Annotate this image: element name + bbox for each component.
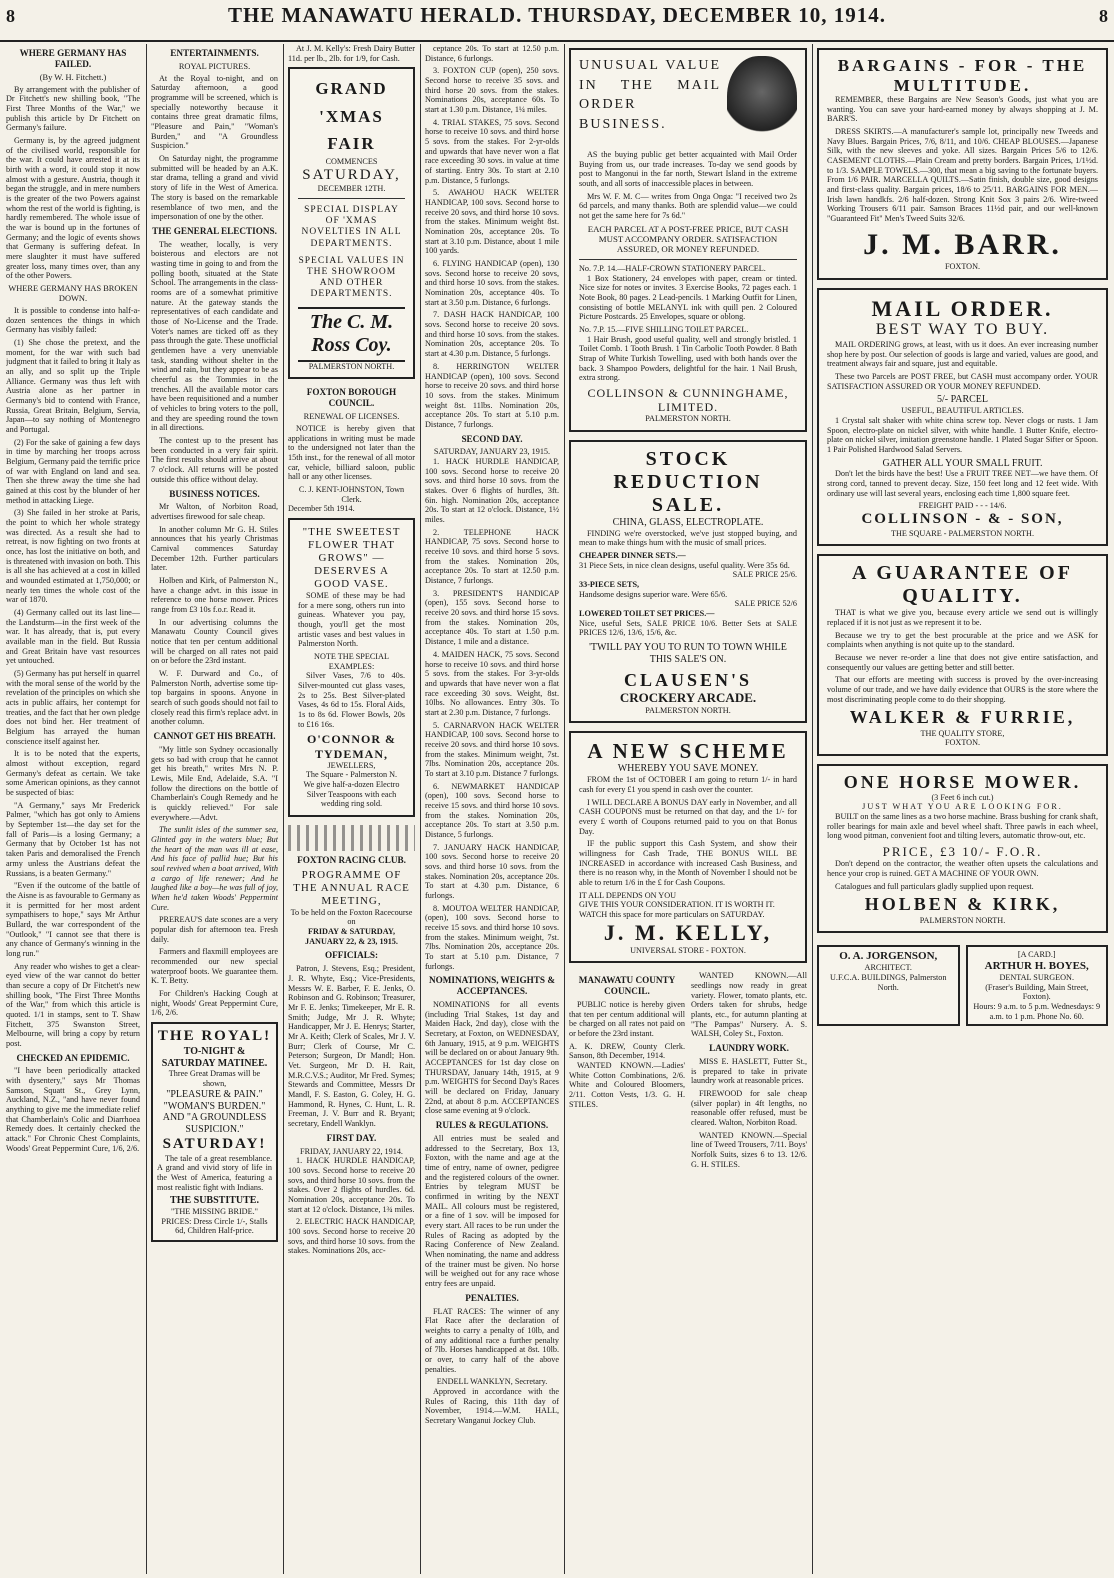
race-entry: 5. CARNARVON HACK WELTER HANDICAP, 100 sovs. Second horse to receive 20 sovs. and third horse 10 sovs. from the stakes. Minimum weight, 7st. 7lbs. Nomination 20s, acceptance 20s. To start at 3.10 p.m. Distance 7 furlongs.	[425, 720, 559, 778]
quality-title: A GUARANTEE OF QUALITY.	[852, 562, 1073, 608]
prices: PRICES: Dress Circle 1/-, Stalls 6d, Children Half-price.	[161, 1216, 268, 1236]
barr-address: FOXTON.	[944, 262, 981, 272]
dinner-sale: SALE PRICE 25/6.	[732, 570, 797, 580]
mower-text: BUILT on the same lines as a two horse machine. Brass bushing for crank shaft, roller bearings for main axle and bevel wheel shaft. Three pawls in each wheel, long wood pitman, convenient foot and tilting levers, automatic throw-out, etc.	[827, 812, 1098, 841]
article-paragraph: (4) Germany called out its last line—the Landsturm—in the first week of the war. It has already, that is, put every available man in the field. But Russia and Great Britain have vast resources yet untouched.	[6, 608, 140, 666]
freight: FREIGHT PAID - - - 14/6.	[918, 501, 1007, 511]
mail-order-title: MAIL ORDER.	[871, 295, 1054, 321]
wanted-notice: WANTED KNOWN.—Ladies' White Cotton Combinations, 2/6. White and Coloured Bloomers, 2/11. Cotton Vests, 1/3. G. H. STILES.	[569, 1061, 685, 1109]
race-entry: 2. TELEPHONE HACK HANDICAP, 75 sovs. Second horse to receive 10 sovs. and third horse 5 sovs. from the stakes. Nomination 20s, acceptance 20s. To start at 12.50 p.m. Distance, 7 furlongs.	[425, 527, 559, 586]
bargains-items: DRESS SKIRTS.—A manufacturer's sample lot, principally new Tweeds and Navy Blues. Bargain Prices, 7/6, 8/11, and 10/6. CHEAP BLOUSES.—Japanese Silk, with the new sleeves and yoke. All sizes. Bargain Prices 5/6 to 12/6. CASEMENT CLOTHS.—Plain Cream and pretty borders. Bargain Prices, 1/1½d. to 1/3. SAMPLE TOWELS.—300, that mean a big saving to the fortunate buyers. From 1/6 PAIR. MARCELLA QUILTS.—Satin finish, double size, good designs and first-class quality. Bargain prices, 18/6 to 25/11. BARGAINS FOR MEN.—Irish lawn handkfs. 2/6 half-dozen. Strong Knit Sox 3 pairs 2/6. Wire-tweed Working Trousers 6/11 pair. Samson Braces 11½d pair, and our well-known "Guaranteed Fit" Men's Tweed Suits 32/6.	[827, 127, 1098, 224]
vase-note: NOTE THE SPECIAL EXAMPLES:	[314, 651, 389, 671]
scheme-watch: WATCH this space for more particulars on SATURDAY.	[579, 910, 765, 920]
section-subtitle: ROYAL PICTURES.	[178, 61, 251, 71]
scheme-text: I WILL DECLARE A BONUS DAY early in November, and all CASH COUPONS must be returned on that day, and the 1/- for every £ worth of Coupons returned paid to you on that Bonus Day.	[579, 797, 797, 836]
film-title: "THE MISSING BRIDE."	[171, 1207, 258, 1217]
poem: The sunlit isles of the summer sea, Glinted gay in the waters blue; But the heart of the man was ill at ease, And his face of pallid hue; But his soul revived when a boat arrived, With a cargo of life renewer; And he laughed like a boy—he was full of joy, When he'd taken Woods' Peppermint Cure.	[151, 825, 278, 912]
officials-title: OFFICIALS:	[324, 950, 379, 961]
scheme-text: FROM the 1st of OCTOBER I am going to return 1/- in hard cash for every £1 you spend in cash over the counter.	[579, 775, 797, 794]
article-paragraph: (1) She chose the pretext, and the moment, for the war with such bad judgment that it failed to bring it Italy as an ally, and so split up the Triple Alliance. Germany was thus left with Austria alone as her partner in Germany's bid to contend with France, Russia, Great Britain, Belgium, Servia, Japan—to say nothing of Montenegro and Portugal.	[6, 337, 140, 434]
collinson-son-name: COLLINSON - & - SON,	[861, 511, 1064, 528]
mail-bold: EACH PARCEL AT A POST-FREE PRICE, BUT CASH MUST ACCOMPANY ORDER. SATISFACTION ASSURED, OR MONEY REFUNDED.	[587, 223, 789, 255]
first-day-title: FIRST DAY.	[326, 1132, 377, 1143]
mower-tagline: JUST WHAT YOU ARE LOOKING FOR.	[862, 802, 1063, 812]
article-paragraph: Germany is, by the agreed judgment of the civilised world, responsible for the war. It could have arrested it at its birth with a word, it could stop it now almost with a gesture. Austria, though it began the struggle, and in mere numbers is the greater of the two Powers against whom the rest of the world is fighting, is hardly remembered. The whole issue of the war is bound up in the fortunes of Germany; and the logic of events shows that Germany is suffering defeat. In mere slaughter it must have suffered greater loss, many times over, than any of the other Powers.	[6, 135, 140, 281]
county-text: PUBLIC notice is hereby given that ten per centum additional will be charged on all rates not paid on or before the 23rd instant.	[569, 1000, 685, 1039]
fair-date: DECEMBER 12TH.	[317, 184, 386, 194]
mail-order-text: These two Parcels are POST FREE, but CASH must accompany order. YOUR SATISFACTION ASSURED OR YOUR MONEY REFUNDED.	[827, 372, 1098, 391]
article-paragraph: "Even if the outcome of the battle of the Aisne is as favourable to Germany as it is permitted for her most ardent sympathisers to hope," says Mr Arthur Bullard, the war correspondent of the "Outlook," "I cannot see that there is any chance of Germany's winning in the long run."	[6, 881, 140, 958]
section-title: BUSINESS NOTICES.	[169, 488, 260, 499]
article-paragraph: Any reader who wishes to get a clear-eyed view of the war cannot do better than secure a copy of Dr Fitchett's new shilling book, "The First Three Months of the War," from which this article is quoted. 1/1 in stamps, sent to T. Shaw Fitchett, 375 Swanston Street, Melbourne, will bring a copy by return post.	[6, 961, 140, 1048]
jorgenson-address: U.F.C.A. BUILDINGS, Palmerston North.	[830, 972, 947, 992]
walker-furrie-name: WALKER & FURRIE,	[849, 707, 1076, 728]
vase-title: "THE SWEETEST FLOWER THAT GROWS" — DESERVES A GOOD VASE.	[302, 526, 401, 590]
race-entry: 4. MAIDEN HACK, 75 sovs. Second horse to receive 10 sovs. and third horse 5 sovs. from the stakes. For 3-yr-olds and upwards that have never won a flat race exceeding 30 sovs. Weight, 8st. 10lbs. No allowances. Entry 30s. To start at 2.30 p.m. Distance, 7 furlongs.	[425, 649, 559, 717]
saturday-text: The tale of a great resemblance. A grand and vivid story of life in the West of America, featuring a most realistic fight with Indians.	[157, 1153, 272, 1192]
kelly-address: UNIVERSAL STORE - FOXTON.	[630, 945, 746, 955]
penalties-signature: ENDELL WANKLYN, Secretary.	[436, 1377, 548, 1387]
laundry-title: LAUNDRY WORK.	[709, 1043, 789, 1054]
news-paragraph: In our advertising columns the Manawatu County Council gives notice that ten per centum additional will be charged on all rates not paid on or before the 23rd instant.	[151, 617, 278, 666]
quality-text: Because we never re-order a line that does not give entire satisfaction, and consequently our values are getting better and still better.	[827, 653, 1098, 672]
stock-text: FINDING we're overstocked, we've just stopped buying, and mean to make things hum with the music of small prices.	[579, 528, 797, 548]
gather-title: GATHER ALL YOUR SMALL FRUIT.	[882, 457, 1043, 469]
clausen-name: CLAUSEN'S	[623, 669, 753, 690]
racing-dates: FRIDAY & SATURDAY, JANUARY 22, & 23, 1915.	[305, 927, 398, 946]
walker-furrie-address: FOXTON.	[944, 738, 981, 748]
race-entry: 6. FLYING HANDICAP (open), 130 sovs. Second horse to receive 20 sovs, and third horse 10 sovs. from the stakes. Nomination 20s, acceptance 40s. To start at 3.50 p.m. Distance, 6 furlongs.	[425, 259, 559, 307]
vase-text: SOME of these may be had for a mere song, others run into guineas. Whatever you pay, though, you'll get the most artistic vases and best values in Palmerston North.	[298, 590, 405, 649]
newspaper-title: THE MANAWATU HERALD. THURSDAY, DECEMBER 10, 1914.	[227, 3, 887, 27]
article-paragraph: It is to be noted that the experts, almost without exception, regard Germany's defeat as certain. We take some American opinions, as they cannot be suspected of bias:	[6, 749, 140, 798]
collinson-name: COLLINSON & CUNNINGHAME, LIMITED.	[587, 385, 789, 415]
racing-held: To be held on the Foxton Racecourse on	[290, 907, 413, 927]
section-title: CANNOT GET HIS BREATH.	[153, 731, 276, 742]
holben-kirk-name: HOLBEN & KIRK,	[864, 894, 1061, 915]
column-rule	[420, 44, 421, 1574]
news-paragraph: The weather, locally, is very boisterous and electors are not wasting time in going to and from the polling booth, situated at the State School. The arrangements in the class-rooms are of a somewhat primitive nature. At the gateway stands the representatives of each candidate and those of No-License and the Trade. Voter's names are ticked off as they pass through the gate. These unofficial gentlemen have a very unenviable task, standing without shelter in the wind and rain, but they appear to be as cheerful as the Tommies in the trenches. All the available motor cars have been requisitioned and a number of vehicles to bring voters to the poll, and they are speeding round the town in all directions.	[151, 239, 278, 433]
classified-row	[569, 971, 807, 1172]
bargains-ad	[817, 48, 1108, 280]
race-entry: 1. HACK HURDLE HANDICAP, 100 sovs. Second horse to receive 20 sovs. and third horse 10 sovs. from the stakes. Over 6 flights of hurdles, 3ft. 6in. high. Nomination 20s, acceptance 20s. To start at 12 o'clock. Distance, 1½ miles.	[425, 457, 559, 525]
scheme-depends: IT ALL DEPENDS ON YOU	[579, 890, 677, 900]
xmas-fair-ad	[288, 67, 415, 379]
scheme-subtitle: WHEREBY YOU SAVE MONEY.	[617, 763, 759, 775]
column-rule	[283, 44, 284, 1574]
news-paragraph: The contest up to the present has been conducted in a very fair spirit. The first results should arrive at about 7 o'clock. All returns will be posted outside this office without delay.	[151, 436, 278, 484]
piece-title: 33-PIECE SETS,	[579, 580, 640, 590]
county-title: MANAWATU COUNTY COUNCIL.	[578, 975, 676, 997]
notice: At J. M. Kelly's: Fresh Dairy Butter 11d. per lb., 2lb. for 1/9, for Cash.	[288, 44, 415, 63]
mail-quote: Mrs W. F. M. C— writes from Onga Onga: "I received two 2s 6d parcels, and many thanks. Both are splendid value—we could not get the same here for 7s 6d."	[579, 191, 797, 221]
fair-values: SPECIAL VALUES IN THE SHOWROOM AND OTHER DEPARTMENTS.	[298, 255, 405, 300]
gather-text: Don't let the birds have the best! Use a FRUIT TREE NET—we have them. Of strong cord, tanned to prevent decay. Size, 150 feet long and 12 feet wide. With ordinary use will last several years, enclosing each time 1,800 square feet.	[827, 469, 1098, 498]
collinson-address: PALMERSTON NORTH.	[645, 414, 731, 424]
page-number-left: 8	[6, 6, 15, 26]
news-paragraph: Mr Walton, of Norbiton Road, advertises firewood for sale cheap.	[151, 502, 278, 522]
news-paragraph: Farmers and flaxmill employees are recommended our new special waterproof boots. We guarantee them. K. T. Betty.	[151, 947, 278, 986]
race-entry: ceptance 20s. To start at 12.50 p.m. Distance, 6 furlongs.	[425, 44, 559, 63]
race-entry: 3. FOXTON CUP (open), 250 sovs. Second horse to receive 35 sovs. and third horse 20 sovs. from the stakes. Nominations 20s, acceptance 60s. To start at 1.30 p.m. Distance, 1¼ miles.	[425, 66, 559, 115]
ad-text: "I have been periodically attacked with dysentery," says Mr Thomas Samson, Squatt St., Grey Lynn, Auckland, N.Z., "and have never found anything to give me the immediate relief that Chamberlain's Colic and Diarrhoea Remedy does. It certainly checked the attack." For Chronic Chest Complaints, Woods' Great Peppermint Cure, 1/6, 2/6.	[6, 1066, 140, 1153]
news-paragraph: W. F. Durward and Co., of Palmerston North, advertise some tip-top bargains in spoons. Anyone in search of such goods should not fail to closely read this firm's replace advt. in another column.	[151, 669, 278, 727]
mower-text: Don't depend on the contractor, the weather often upsets the calculations and hence your crop is ruined. GET A MACHINE OF YOUR OWN.	[827, 859, 1098, 879]
fair-title: GRAND 'XMAS FAIR	[315, 79, 388, 153]
race-entry: 2. ELECTRIC HACK HANDICAP, 100 sovs. Second horse to receive 20 sovs, and third horse 10 sovs. from the stakes. Nominations 20s, acc-	[288, 1217, 415, 1256]
news-paragraph: On Saturday night, the programme submitted will be headed by an A.K. star drama, telling a grand and vivid story of life in the West of America. The story is based on the remarkable resemblance of two men, and the impersonation of one by the other.	[151, 154, 278, 222]
wanted-notice: WANTED KNOWN.—All seedlings now ready in great variety. Flower, tomato plants, etc. Orders taken for shrubs, hedge plants, etc., for autumn planting at "The Pampas" Nursery. A. S. WALSH, Coley St., Foxton.	[691, 971, 807, 1039]
ross-address: PALMERSTON NORTH.	[308, 361, 395, 371]
scheme-give: GIVE THIS YOUR CONSIDERATION. IT IS WORTH IT.	[579, 900, 775, 910]
second-day-date: SATURDAY, JANUARY 23, 1915.	[433, 447, 551, 457]
mower-price: PRICE, £3 10/- F.O.R.	[882, 844, 1043, 860]
article-paragraph: (3) She failed in her stroke at Paris, the point to which her whole strategy was directed. As a result she had to retreat, is now fighting on two fronts at once, has lost the initiative on both, and is threatened with invasion on both. This is all she has achieved at a cost in killed and wounded estimated at 1,750,000; or nearly ten times the whole cost of the war of 1870.	[6, 508, 140, 605]
column-2	[151, 44, 278, 1574]
boyes-title: DENTAL SURGEON.	[999, 972, 1075, 982]
jorgenson-card	[817, 945, 960, 1026]
mail-order-subtitle: BEST WAY TO BUY.	[875, 321, 1050, 339]
race-entry: 7. JANUARY HACK HANDICAP, 100 sovs. Second horse to receive 20 sovs. and third horse 10 sovs. from the stakes. Nomination 20s, acceptance 20s. To start at 4.30 p.m. Distance, 6 furlongs.	[425, 842, 559, 900]
film-title: THE SUBSTITUTE.	[170, 1195, 259, 1207]
parcel-items: 1 Box Stationery, 24 envelopes with paper, cream or tinted. Nice size for notes or invites. 3 Exercise Books, 72 pages each. 1 Note Book, 80 pages. 2 Lead-pencils. 1 Marking Outfit for Linen, consisting of bottle MELANYL ink with quill pen. 2 Coloured Picture Postcards. 25 Envelopes, square or oblong.	[579, 273, 797, 322]
section-title: THE GENERAL ELECTIONS.	[152, 225, 277, 236]
racing-title: FOXTON RACING CLUB.	[297, 855, 406, 866]
quality-text: That our efforts are meeting with success is proved by the over-increasing volume of our trade, and we have daily evidence that OURS is the store where the most discriminating people come to do their shopping.	[827, 675, 1098, 704]
piece-text: Handsome designs superior ware. Were 65/6.	[579, 589, 728, 599]
column-1	[6, 44, 140, 1574]
column-5	[569, 44, 807, 1574]
race-entry: 3. PRESIDENT'S HANDICAP (open), 155 sovs. Second horse to receive 20 sovs. and third horse 15 sovs. from the stakes. Nomination 20s, acceptance 40s. To start at 1.50 p.m. Distance, 1 mile and a distance.	[425, 588, 559, 647]
news-paragraph: In another column Mr G. H. Stiles announces that his yearly Christmas Carnival commences Saturday December 12th. Further particulars later.	[151, 524, 278, 573]
laundry-text: MISS E. HASLETT, Futter St., is prepared to take in private laundry work at reasonable prices.	[691, 1056, 807, 1086]
royal-films: "PLEASURE & PAIN." "WOMAN'S BURDEN." AND "A GROUNDLESS SUSPICION."	[162, 1088, 267, 1136]
racehorse-illustration	[288, 825, 415, 851]
article-byline: (By W. H. Fitchett.)	[39, 72, 107, 82]
quality-ad	[817, 554, 1108, 756]
barr-name: J. M. BARR.	[863, 227, 1062, 261]
stock-title-2: REDUCTION SALE.	[613, 470, 763, 516]
new-scheme-ad	[569, 731, 807, 963]
boyes-address: (Fraser's Building, Main Street, Foxton).	[985, 982, 1089, 1002]
column-6	[817, 44, 1108, 1574]
rules-text: All entries must be sealed and addressed to the Secretary, Box 13, Foxton, with the name and age at the time of entry, name of owner, pedigree and the registered colours of the owner. Entries by telegram MUST be confirmed in writing by the NEXT MAIL. All colours must be registered, or a fine of 1 sov. will be imposed for every start. All races to be run under the Rules of Racing as adopted by the Racing Conference of New Zealand. When nominating, the name and address of the trainer must be given. No horse will be weighed out for any race whose entry fees are unpaid.	[425, 1133, 559, 1289]
oconnor-address: The Square - Palmerston N.	[305, 770, 398, 780]
holben-kirk-address: PALMERSTON NORTH.	[919, 915, 1006, 925]
news-paragraph: For Children's Hacking Cough at night, Woods' Great Peppermint Cure, 1/6, 2/6.	[151, 989, 278, 1018]
article-subhead: WHERE GERMANY HAS BROKEN DOWN.	[8, 284, 138, 303]
article-title: WHERE GERMANY HAS FAILED.	[19, 48, 127, 69]
column-rule	[812, 44, 813, 1574]
bargains-title: BARGAINS - FOR - THE MULTITUDE.	[837, 56, 1088, 95]
kelly-name: J. M. KELLY,	[603, 919, 773, 945]
wanted-notice: WANTED KNOWN.—Special line of Tweed Trousers, 7/11. Boys' Norfolk Suits, sizes 6 to 13. 12/6. G. H. STILES.	[691, 1130, 807, 1169]
masthead	[0, 0, 1114, 42]
news-paragraph: PREREAU'S date scones are a very popular dish for afternoon tea. Fresh daily.	[151, 915, 278, 944]
oconnor-trade: JEWELLERS,	[327, 760, 376, 770]
fair-text: COMMENCES	[325, 156, 378, 166]
parcel-subtitle: USEFUL, BEAUTIFUL ARTICLES.	[901, 406, 1024, 416]
boyes-card	[966, 945, 1109, 1026]
fair-day: SATURDAY,	[302, 166, 401, 183]
mail-title: UNUSUAL VALUE IN THE MAIL ORDER BUSINESS.	[579, 58, 721, 132]
penalties-title: PENALTIES.	[465, 1292, 519, 1303]
card-label: [A CARD.]	[1017, 950, 1056, 960]
notice-title: FOXTON BOROUGH COUNCIL.	[306, 387, 397, 409]
article-paragraph: (5) Germany has put herself in quarrel with the moral sense of the world by the revelation of the principles on which she acts in public affairs, her contempt for treaties, and the fact that her own pledge does not bind her. Her treatment of Belgium has arrayed the human conscience itself against her.	[6, 669, 140, 746]
race-entry: 8. HERRINGTON WELTER HANDICAP (open), 100 sovs. Second horse to receive 20 sovs. and third horse 10 sovs. from the stakes. Minimum weight 8st. 11lbs. Nomination 20s, acceptance 20s. To start at 5.10 p.m. Distance, 7 furlongs.	[425, 361, 559, 429]
ross-logo: The C. M. Ross Coy.	[298, 307, 405, 362]
parcel-items: 1 Crystal salt shaker with white china screw top. Never clogs or rusts. 1 Jam Spoon, electro-plate on nickel silver, with white handle. 1 Butter Knife, electro-plate on nickel silver, imitation greenstone handle. 1 Plated Sugar Sifter or Spoon. 1 Pair Polished Hardwood Salad Servers.	[827, 415, 1098, 454]
race-entry: 6. NEWMARKET HANDICAP (open), 100 sovs. Second horse to receive 15 sovs. and third horse 10 sovs. from the stakes. Nomination 20s, acceptance 20s. To start at 3.50 p.m. Distance, 5 furlongs.	[425, 781, 559, 839]
parcel-items: 1 Hair Brush, good useful quality, well and strongly bristled. 1 Toilet Comb. 1 Tooth Brush. 1 Tin Carbolic Tooth Powder. 8 Bath Strap of White Turkish Towelling, used with both hands over the back. 3 Shampoo Powders, delightful for the hair. 1 Nail Brush, extra strong.	[579, 334, 797, 383]
clausen-arcade: CROCKERY ARCADE.	[619, 690, 757, 706]
news-paragraph: Holben and Kirk, of Palmerston N., have a change advt. in this issue in reference to one horse mower. Prices range from £3 10s f.o.r. Read it.	[151, 576, 278, 615]
scheme-title: A NEW SCHEME	[587, 739, 789, 764]
royal-ad	[151, 1022, 278, 1242]
nominations-text: NOMINATIONS for all events (including Trial Stakes, 1st day and Maiden Hack, 2nd day), close with the Secretary, at Foxton, on WEDNESDAY, 6th January, 1915, at 9 p.m. WEIGHTS will be declared on or about January 9th. ACCEPTANCES for 1st day close on THURSDAY, January 14th, 1915, at 9 p.m. WEIGHTS for Second Day's Races will be declared on Friday, January 22nd, at about 8 p.m. ACCEPTANCES close same evening at 9 o'clock.	[425, 1000, 559, 1116]
stock-reduction-ad	[569, 440, 807, 723]
mail-order-ad	[569, 48, 807, 432]
race-entry: 4. TRIAL STAKES, 75 sovs. Second horse to receive 10 sovs. and third horse 5 sovs. from the stakes. For 2-yr-olds and upwards that have never won a flat race exceeding 30 sovs. in value at time of starting. Entry 30s. To start at 2.10 p.m. Distance, 5 furlongs.	[425, 117, 559, 185]
article-paragraph: (2) For the sake of gaining a few days in time by marching her troops across Belgium, Germany paid the terrific price of war with England on land and sea. Then she threw away the time she had gained at this cost by the blunder of her method in attacking Liege.	[6, 437, 140, 505]
article-paragraph: "A Germany," says Mr Frederick Palmer, "which has got only to Amiens by September 1st—the day set for the fall of Paris—is a losing Germany; a Germany that by October 1st has not taken Paris and demoralised the French army unless the Austrians defeat the Russians, is a beaten Germany."	[6, 800, 140, 878]
race-entry: 5. AWAHOU HACK WELTER HANDICAP, 100 sovs. Second horse to receive 20 sovs, and third horse 10 sovs. from the stakes. Minimum weight 8st. Nomination 20s, acceptance 20s. To start at 3.10 p.m. Distance, about 1 mile 100 yards.	[425, 188, 559, 256]
rules-title: RULES & REGULATIONS.	[435, 1120, 549, 1131]
notice-signature: C. J. KENT-JOHNSTON, Town Clerk.	[298, 485, 405, 504]
race-entry: 8. MOUTOA WELTER HANDICAP, (open), 100 sovs. Second horse to receive 15 sovs. and third horse 10 sovs. from the stakes. Minimum weight, 7st. 7lbs. Nomination 20s, acceptance 20s. To start at 5.10 p.m. Distance, 7 furlongs.	[425, 903, 559, 971]
quality-text: Because we try to get the best procurable at the price and we ASK for complaints when anything is not quite up to the standard.	[827, 630, 1098, 650]
notice-subtitle: RENEWAL OF LICENSES.	[303, 412, 400, 422]
royal-text: Three Great Dramas will be shown,	[168, 1069, 261, 1089]
first-day-date: FRIDAY, JANUARY 22, 1914.	[300, 1146, 403, 1156]
article-paragraph: It is possible to condense into half-a-dozen sentences the things in which Germany has visibly failed:	[6, 305, 140, 335]
second-day-title: SECOND DAY.	[461, 433, 523, 444]
nominations-title: NOMINATIONS, WEIGHTS & ACCEPTANCES.	[428, 975, 555, 997]
ad-title: CHECKED AN EPIDEMIC.	[16, 1052, 130, 1063]
column-3	[288, 44, 415, 1574]
notice-date: December 5th 1914.	[288, 504, 355, 514]
jorgenson-name: O. A. JORGENSON,	[839, 950, 938, 963]
penalties-footer: Approved in accordance with the Rules of Racing, this 11th day of November, 1914.—W.M. HALL, Secretary Wanganui Jockey Club.	[425, 1386, 559, 1425]
collinson-son-address: THE SQUARE - PALMERSTON NORTH.	[890, 528, 1035, 538]
quality-text: THAT is what we give you, because every article we send out is willingly replaced if it is not just as we represent it to be.	[827, 608, 1098, 628]
page-number-right: 8	[1099, 6, 1108, 26]
parcel-title: 5/- PARCEL	[936, 394, 989, 406]
scheme-text: IF the public support this Cash System, and show their willingness for Cash Trade, THE BONUS WILL BE INCREASED in accordance with increased Cash Business, and there is no reason why, in the Month of November I should not be able to return 1/6 in the £ for Cash Coupons.	[579, 839, 797, 887]
cards-row	[817, 941, 1108, 1034]
officials-text: Patron, J. Stevens, Esq.; President, J. R. Whyte, Esq.; Vice-Presidents, Messrs W. E. Barber, F. E. Jenks, O. Robinson and G. Robinson; Treasurer, Mr F. E. Jenks; Timekeeper, Mr E. R. Smith; Judge, Mr J. R. Whyte; Handicapper, Mr J. E. Henrys; Starter, Mr A. Keith; Clerk of Scales, Mr J. V. Burr; Clerk of Course, Mr C. Peterson; Surgeon, Dr Mandl; Hon. Vet. Surgeon, Mr D. H. Rait, M.R.C.V.S.; Auditor, Mr Fred. Symes; Stewards and Committee, Messrs Dr Mandl, F. S. Easton, G. Coley, H. G. Hammond, R. Hynes, C. Hunt, L. R. Freeman, J. V. Burr and R. Bryant; secretary, Endell Wanklyn.	[288, 964, 415, 1129]
parcel-title: No. 7.P. 15.—FIVE SHILLING TOILET PARCEL.	[579, 324, 749, 334]
mower-ad	[817, 764, 1108, 933]
toilet-text: Nice, useful Sets, SALE PRICE 10/6. Better Sets at SALE PRICES 12/6, 13/6, 15/6, &c.	[579, 618, 797, 638]
vase-examples: Silver Vases, 7/6 to 40s. Silver-mounted cut glass vases, 2s to 25s. Best Silver-plated Vases, 4s 6d to 15s. Floral Aids, 1s to 8s 6d. Flower Bowls, 20s to £16 16s.	[298, 671, 405, 729]
dinner-title: CHEAPER DINNER SETS.—	[579, 551, 686, 561]
mower-text: Catalogues and full particulars gladly supplied upon request.	[835, 881, 1034, 891]
bargains-text: REMEMBER, these Bargains are New Season's Goods, just what you are wanting. You can save your hard-earned money by always shopping at J. M. BARR'S.	[827, 95, 1098, 124]
clausen-address: PALMERSTON NORTH.	[645, 705, 731, 715]
boyes-name: ARTHUR H. BOYES,	[984, 960, 1089, 973]
oconnor-text: We give half-a-dozen Electro Silver Teaspoons with each wedding ring sold.	[303, 780, 400, 809]
walker-furrie-subtitle: THE QUALITY STORE,	[920, 728, 1005, 738]
race-entry: 7. DASH HACK HANDICAP, 100 sovs. Second horse to receive 20 sovs. and third horse 10 sovs. from the stakes. Nomination 20s, acceptance 20s. To start at 4.30 p.m. Distance, 5 furlongs.	[425, 310, 559, 359]
toilet-title: LOWERED TOILET SET PRICES.—	[579, 609, 715, 619]
article-paragraph: By arrangement with the publisher of Dr Fitchett's new shilling book, "The First Three Months of the War," we publish this article by Dr Fitchett on Germany's failure.	[6, 84, 140, 133]
mail-text: AS the buying public get better acquainted with Mail Order Buying from us, our trade increases. To-day we send goods by post to Mangonui in the far north, Stewart Island in the extreme south, and all sorts of inaccessible places in between.	[579, 150, 797, 189]
mail-order-ad-2	[817, 288, 1108, 547]
royal-subtitle: TO-NIGHT & SATURDAY MATINEE.	[161, 1045, 268, 1069]
lady-portrait-illustration	[727, 56, 797, 146]
section-title: ENTERTAINMENTS.	[170, 48, 259, 58]
stock-title: STOCK	[645, 447, 731, 470]
saturday-title: SATURDAY!	[162, 1135, 267, 1152]
stock-subtitle: CHINA, GLASS, ELECTROPLATE.	[612, 516, 764, 528]
news-paragraph: At the Royal to-night, and on Saturday afternoon, a good programme will be screened, which is specially noteworthy because it contains three great dramatic films, "Pleasure and Pain," "Woman's Burden," and "A Groundless Suspicion."	[151, 73, 278, 151]
royal-title: THE ROYAL!	[157, 1028, 272, 1045]
racing-programme: PROGRAMME OF THE ANNUAL RACE MEETING,	[293, 868, 410, 907]
dinner-text: 31 Piece Sets, in nice clean designs, useful quality. Were 35s 6d.	[579, 560, 790, 570]
vase-ad	[288, 518, 415, 817]
parcel-title: No. 7.P. 14.—HALF-CROWN STATIONERY PARCEL.	[579, 263, 766, 273]
mail-order-text: MAIL ORDERING grows, at least, with us it does. An ever increasing number shop here by post. Our selection of goods is large and varied, values are good, and treatment always fair and square, just and equitable.	[827, 340, 1098, 369]
notice-text: NOTICE is hereby given that applications in writing must be made to the undersigned not later than the 15th inst., for the renewal of all motor car, vehicle, billiard saloon, public hall or any other licenses.	[288, 424, 415, 482]
mower-subtitle: (3 Feet 6 inch cut.)	[931, 792, 994, 802]
race-entry: 1. HACK HURDLE HANDICAP, 100 sovs. Second horse to receive 20 sovs, and third horse 10 sovs. from the stakes. Over 2 flights of hurdles. 6d. Nomination 20s, acceptance 20s. To start at 12 o'clock. Distance, 1¾ miles.	[288, 1156, 415, 1214]
twill-text: 'TWILL PAY YOU TO RUN TO TOWN WHILE THIS SALE'S ON.	[589, 642, 787, 665]
column-rule	[564, 44, 565, 1574]
county-signature: A. K. DREW, County Clerk. Sanson, 8th December, 1914.	[569, 1041, 685, 1061]
penalties-text: FLAT RACES: The winner of any Flat Race after the declaration of weights to carry a penalty of 10lb, and of any additional race a further penalty of 7lb. Horses handicapped at 8st. 10lb. or over, to carry half of the above penalties.	[425, 1306, 559, 1374]
mower-title: ONE HORSE MOWER.	[843, 772, 1082, 793]
jorgenson-title: ARCHITECT.	[864, 963, 912, 973]
oconnor-name: O'CONNOR & TYDEMAN,	[307, 732, 396, 761]
column-4	[425, 44, 559, 1574]
fair-special: SPECIAL DISPLAY OF 'XMAS NOVELTIES IN ALL DEPARTMENTS.	[301, 204, 402, 249]
boyes-hours: Hours: 9 a.m. to 5 p.m. Wednesdays: 9 a.m. to 1 p.m. Phone No. 60.	[973, 1002, 1101, 1021]
firewood-notice: FIREWOOD for sale cheap (silver poplar) in 4ft lengths, no reasonable offer refused, must be cleared. Walton, Norbiton Road.	[691, 1088, 807, 1127]
news-paragraph: "My little son Sydney occasionally gets so bad with croup that he cannot get his breath," writes Mrs N. P. Lewis, Mile End, Adelaide, S.A. "I follow the directions on the bottle of Chamberlain's Cough Remedy and he is quickly relieved." For sale everywhere.—Advt.	[151, 745, 278, 822]
column-rule	[146, 44, 147, 1574]
piece-sale: SALE PRICE 52/6	[734, 599, 797, 609]
